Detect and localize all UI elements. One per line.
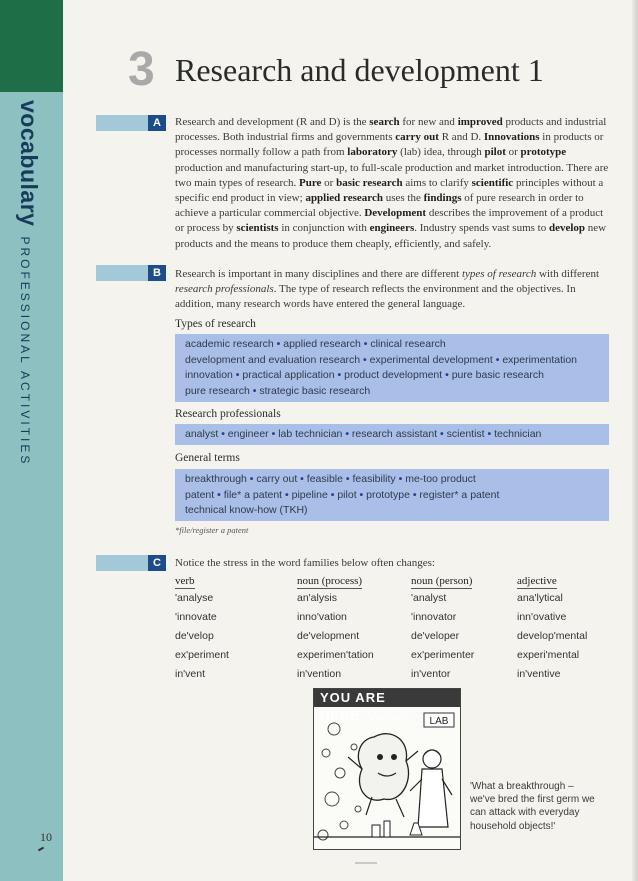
- vocab-term: practical application: [242, 369, 335, 381]
- bullet-icon: •: [214, 488, 224, 501]
- section-b-bar: [96, 265, 148, 281]
- vocab-term: academic research: [185, 338, 274, 350]
- cartoon-signature: Madden: [366, 712, 408, 723]
- table-cell: de'velopment: [297, 630, 360, 642]
- section-b-letter: B: [148, 265, 166, 281]
- cartoon-banner: YOU ARE HERE Madden: [314, 689, 460, 707]
- section-c-letter: C: [148, 555, 166, 571]
- sidebar-vocabulary: vocabulary: [16, 100, 42, 227]
- bullet-icon: •: [356, 488, 367, 501]
- table-cell: in'ventor: [411, 668, 451, 680]
- section-c-intro: Notice the stress in the word families below often changes:: [175, 557, 435, 569]
- bullet-icon: •: [327, 488, 338, 501]
- bullet-icon: •: [218, 428, 228, 440]
- table-header: verb: [175, 575, 195, 587]
- bullet-icon: •: [395, 473, 406, 485]
- vocab-row: [185, 337, 601, 353]
- bullet-icon: •: [249, 384, 260, 397]
- print-mark: [355, 862, 377, 864]
- word-family-table: [175, 575, 607, 687]
- vocab-row: [185, 503, 601, 519]
- sidebar-green-block: [0, 0, 63, 92]
- vocab-term: technical know-how (TKH): [185, 504, 308, 516]
- types-heading: Types of research: [175, 318, 256, 330]
- table-header: noun (person): [411, 575, 473, 587]
- bullet-icon: •: [360, 353, 370, 366]
- table-cell: in'vent: [175, 668, 206, 680]
- vocab-term: pilot: [337, 488, 357, 501]
- cartoon-drawing: [314, 707, 460, 849]
- vocab-term: development and evaluation research: [185, 353, 361, 366]
- page-mark: [38, 847, 44, 852]
- vocab-term: clinical research: [370, 338, 446, 350]
- vocab-term: prototype: [366, 488, 410, 501]
- table-cell: 'analyse: [175, 592, 214, 604]
- table-cell: ana'lytical: [517, 592, 563, 604]
- vocab-row: [185, 384, 601, 400]
- vocab-row: [185, 368, 601, 384]
- vocab-term: register* a patent: [419, 488, 500, 501]
- table-cell: 'innovate: [175, 611, 217, 623]
- bullet-icon: •: [409, 488, 420, 501]
- vocab-term: strategic basic research: [259, 384, 371, 397]
- vocab-term: feasibility: [352, 473, 396, 485]
- vocab-term: pure basic research: [451, 369, 544, 381]
- section-b-text: Research is important in many disciplines and there are different types of research with different research professionals. The type of research reflects the environment and the objectives. In addition, many research words have entered the general language.: [175, 268, 600, 311]
- cartoon-caption: 'What a breakthrough – we've bred the first germ we can attack with everyday household objects!': [470, 781, 595, 832]
- bullet-icon: •: [282, 488, 292, 501]
- table-row: [175, 668, 607, 687]
- vocab-term: feasible: [306, 473, 343, 485]
- bullet-icon: •: [334, 369, 345, 381]
- page-number: 10: [40, 830, 52, 844]
- table-cell: an'alysis: [297, 592, 337, 604]
- vocab-term: experimentation: [502, 353, 578, 366]
- sidebar-section-name: PROFESSIONAL ACTIVITIES: [18, 236, 32, 467]
- general-terms-box: [175, 469, 609, 521]
- vocab-term: research assistant: [351, 428, 438, 440]
- professionals-box: [175, 424, 609, 445]
- bullet-icon: •: [437, 428, 447, 440]
- table-header: noun (process): [297, 575, 363, 587]
- footnote: *file/register a patent: [175, 525, 249, 535]
- table-cell: de'veloper: [411, 630, 460, 642]
- vocab-term: patent: [185, 488, 215, 501]
- table-row: [175, 649, 607, 668]
- types-box: [175, 334, 609, 402]
- sidebar-vertical-label: [12, 100, 52, 540]
- vocab-term: scientist: [446, 428, 485, 440]
- unit-number: 3: [128, 43, 155, 96]
- vocab-row: [185, 488, 601, 504]
- bullet-icon: •: [246, 473, 257, 485]
- bullet-icon: •: [492, 353, 503, 366]
- table-cell: develop'mental: [517, 630, 588, 642]
- table-row: [175, 587, 607, 611]
- table-cell: ex'perimenter: [411, 649, 475, 661]
- vocab-term: me-too product: [405, 473, 476, 485]
- bullet-icon: •: [342, 473, 353, 485]
- vocab-term: experimental development: [369, 353, 493, 366]
- vocab-term: applied research: [283, 338, 361, 350]
- cartoon: [313, 688, 461, 850]
- vocab-term: carry out: [256, 473, 298, 485]
- table-cell: inno'vation: [297, 611, 347, 623]
- page-title: Research and development 1: [175, 52, 544, 88]
- vocab-row: [185, 353, 601, 369]
- section-c-bar: [96, 555, 148, 571]
- bullet-icon: •: [360, 338, 371, 350]
- vocab-term: pipeline: [291, 488, 328, 501]
- table-cell: in'vention: [297, 668, 342, 680]
- table-cell: experimen'tation: [297, 649, 374, 661]
- table-cell: 'innovator: [411, 611, 457, 623]
- section-a-text: Research and development (R and D) is the search for new and improved products and industrial processes. Both industrial firms and governments carry out R and D. Innovations in products or processes normally follow a path from laboratory (lab) idea, through pilot or prototype production and manufacturing start-up, to full-scale production and market introduction. There are two main types of research. Pure or basic research aims to clarify scientific principles without a specific end product in view; applied research uses the findings of pure research in order to achieve a particular commercial objective. Development describes the improvement of a product or process by scientists in conjunction with engineers. Industry spends vast sums to develop new products and the means to produce them cheaply, efficiently, and safely.: [175, 116, 609, 250]
- table-row: [175, 630, 607, 649]
- table-cell: ex'periment: [175, 649, 229, 661]
- vocab-row: [185, 427, 601, 443]
- table-header: adjective: [517, 575, 557, 587]
- table-cell: inn'ovative: [517, 611, 567, 623]
- vocab-row: [185, 472, 601, 488]
- vocab-term: product development: [344, 369, 443, 381]
- bullet-icon: •: [484, 428, 495, 440]
- bullet-icon: •: [297, 473, 307, 485]
- vocab-term: engineer: [227, 428, 269, 440]
- lab-sign: LAB: [429, 716, 449, 727]
- vocab-term: analyst: [185, 428, 219, 440]
- section-a-letter: A: [148, 115, 166, 131]
- bullet-icon: •: [342, 428, 352, 440]
- table-cell: 'analyst: [411, 592, 447, 604]
- vocab-term: innovation: [185, 369, 233, 381]
- vocab-term: breakthrough: [185, 473, 247, 485]
- bullet-icon: •: [273, 338, 284, 350]
- bullet-icon: •: [232, 369, 243, 381]
- vocab-term: lab technician: [278, 428, 343, 440]
- table-cell: de'velop: [175, 630, 214, 642]
- vocab-term: file* a patent: [223, 488, 283, 501]
- sidebar: [0, 0, 63, 881]
- professionals-heading: Research professionals: [175, 408, 281, 420]
- table-cell: in'ventive: [517, 668, 561, 680]
- bullet-icon: •: [442, 369, 452, 381]
- vocab-term: pure research: [185, 384, 250, 397]
- page-edge: [632, 0, 638, 881]
- bullet-icon: •: [268, 428, 279, 440]
- general-heading: General terms: [175, 452, 240, 464]
- table-row: [175, 611, 607, 630]
- vocab-term: technician: [494, 428, 542, 440]
- table-cell: experi'mental: [517, 649, 580, 661]
- section-a-bar: [96, 115, 148, 131]
